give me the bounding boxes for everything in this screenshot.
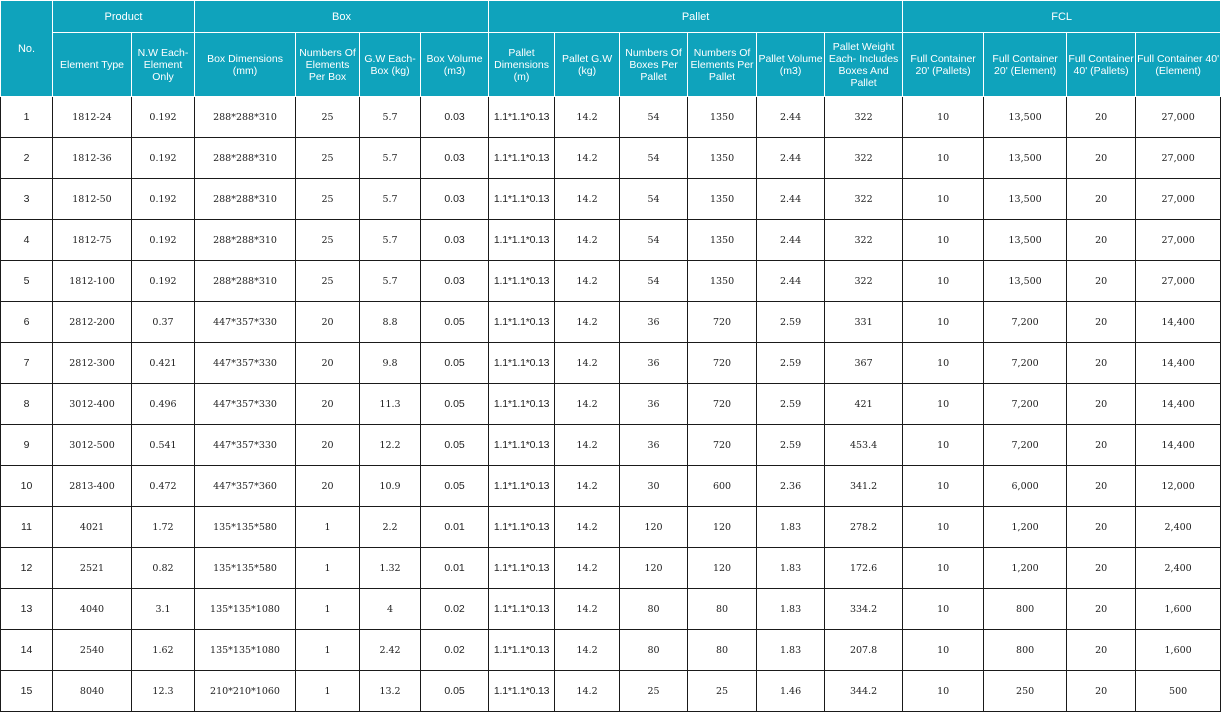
cell-elements-per-pallet: 80 <box>688 630 757 671</box>
cell-boxes-per-pallet: 54 <box>620 97 688 138</box>
table-row <box>1 179 1221 220</box>
cell-fc20-pallets: 10 <box>903 466 984 507</box>
cell-fc40-pallets: 20 <box>1067 548 1136 589</box>
cell-elements-per-box: 25 <box>296 97 360 138</box>
header-element-type: Element Type <box>53 33 132 97</box>
header-boxes-per-pallet: Numbers Of Boxes Per Pallet <box>620 33 688 97</box>
cell-boxes-per-pallet: 36 <box>620 425 688 466</box>
cell-fc20-elements: 13,500 <box>984 179 1067 220</box>
cell-boxes-per-pallet: 80 <box>620 630 688 671</box>
cell-no: 6 <box>1 302 53 343</box>
cell-fc20-pallets: 10 <box>903 589 984 630</box>
cell-box-dimensions: 447*357*360 <box>195 466 296 507</box>
cell-pallet-gw: 14.2 <box>555 261 620 302</box>
cell-fc40-elements: 2,400 <box>1136 507 1221 548</box>
cell-elements-per-box: 20 <box>296 343 360 384</box>
cell-fc40-pallets: 20 <box>1067 343 1136 384</box>
cell-nw: 0.192 <box>132 138 195 179</box>
cell-element-type: 1812-36 <box>53 138 132 179</box>
cell-pallet-weight: 334.2 <box>825 589 903 630</box>
cell-nw: 1.62 <box>132 630 195 671</box>
cell-fc20-pallets: 10 <box>903 548 984 589</box>
cell-fc40-pallets: 20 <box>1067 466 1136 507</box>
cell-boxes-per-pallet: 54 <box>620 179 688 220</box>
cell-box-volume: 0.01 <box>421 507 489 548</box>
cell-fc40-elements: 14,400 <box>1136 302 1221 343</box>
cell-fc20-elements: 1,200 <box>984 507 1067 548</box>
cell-boxes-per-pallet: 36 <box>620 343 688 384</box>
cell-elements-per-pallet: 720 <box>688 302 757 343</box>
cell-gw-box: 12.2 <box>360 425 421 466</box>
cell-boxes-per-pallet: 120 <box>620 548 688 589</box>
cell-box-volume: 0.02 <box>421 589 489 630</box>
cell-box-dimensions: 288*288*310 <box>195 97 296 138</box>
cell-box-dimensions: 135*135*1080 <box>195 630 296 671</box>
cell-box-dimensions: 135*135*580 <box>195 548 296 589</box>
cell-nw: 0.192 <box>132 97 195 138</box>
cell-nw: 3.1 <box>132 589 195 630</box>
cell-no: 4 <box>1 220 53 261</box>
cell-fc40-pallets: 20 <box>1067 384 1136 425</box>
cell-no: 11 <box>1 507 53 548</box>
header-fc40-elements: Full Container 40' (Element) <box>1136 33 1221 97</box>
cell-pallet-volume: 1.83 <box>757 589 825 630</box>
cell-element-type: 4021 <box>53 507 132 548</box>
cell-fc20-pallets: 10 <box>903 671 984 712</box>
cell-fc20-pallets: 10 <box>903 425 984 466</box>
cell-no: 12 <box>1 548 53 589</box>
cell-box-volume: 0.03 <box>421 179 489 220</box>
table-row <box>1 138 1221 179</box>
cell-fc20-pallets: 10 <box>903 384 984 425</box>
cell-element-type: 2813-400 <box>53 466 132 507</box>
cell-element-type: 2521 <box>53 548 132 589</box>
cell-no: 14 <box>1 630 53 671</box>
cell-fc40-elements: 14,400 <box>1136 343 1221 384</box>
cell-fc20-elements: 800 <box>984 589 1067 630</box>
cell-no: 2 <box>1 138 53 179</box>
cell-pallet-volume: 2.44 <box>757 138 825 179</box>
cell-no: 3 <box>1 179 53 220</box>
cell-elements-per-pallet: 1350 <box>688 220 757 261</box>
cell-nw: 0.472 <box>132 466 195 507</box>
cell-elements-per-box: 20 <box>296 384 360 425</box>
header-nw: N.W Each- Element Only <box>132 33 195 97</box>
cell-elements-per-box: 25 <box>296 179 360 220</box>
cell-gw-box: 5.7 <box>360 97 421 138</box>
cell-nw: 0.192 <box>132 261 195 302</box>
cell-fc20-pallets: 10 <box>903 343 984 384</box>
cell-box-dimensions: 210*210*1060 <box>195 671 296 712</box>
cell-gw-box: 5.7 <box>360 179 421 220</box>
cell-fc40-pallets: 20 <box>1067 507 1136 548</box>
cell-element-type: 1812-100 <box>53 261 132 302</box>
cell-fc20-pallets: 10 <box>903 220 984 261</box>
cell-nw: 0.37 <box>132 302 195 343</box>
cell-boxes-per-pallet: 36 <box>620 302 688 343</box>
cell-gw-box: 2.2 <box>360 507 421 548</box>
header-pallet-volume: Pallet Volume (m3) <box>757 33 825 97</box>
cell-pallet-gw: 14.2 <box>555 220 620 261</box>
cell-fc40-pallets: 20 <box>1067 138 1136 179</box>
cell-box-volume: 0.05 <box>421 343 489 384</box>
cell-pallet-volume: 2.59 <box>757 425 825 466</box>
cell-pallet-gw: 14.2 <box>555 384 620 425</box>
cell-fc20-elements: 13,500 <box>984 261 1067 302</box>
cell-pallet-dimensions: 1.1*1.1*0.13 <box>489 548 555 589</box>
cell-pallet-volume: 2.59 <box>757 302 825 343</box>
cell-fc40-elements: 12,000 <box>1136 466 1221 507</box>
cell-fc20-elements: 7,200 <box>984 302 1067 343</box>
cell-pallet-weight: 322 <box>825 261 903 302</box>
header-fc40-pallets: Full Container 40' (Pallets) <box>1067 33 1136 97</box>
cell-box-dimensions: 447*357*330 <box>195 302 296 343</box>
header-pallet-dimensions: Pallet Dimensions (m) <box>489 33 555 97</box>
cell-fc40-elements: 2,400 <box>1136 548 1221 589</box>
cell-pallet-volume: 2.44 <box>757 261 825 302</box>
cell-elements-per-pallet: 1350 <box>688 97 757 138</box>
cell-pallet-gw: 14.2 <box>555 179 620 220</box>
cell-pallet-dimensions: 1.1*1.1*0.13 <box>489 220 555 261</box>
cell-pallet-gw: 14.2 <box>555 671 620 712</box>
cell-boxes-per-pallet: 54 <box>620 261 688 302</box>
cell-gw-box: 11.3 <box>360 384 421 425</box>
cell-fc40-pallets: 20 <box>1067 261 1136 302</box>
cell-box-volume: 0.03 <box>421 261 489 302</box>
table-row <box>1 630 1221 671</box>
header-elements-per-pallet: Numbers Of Elements Per Pallet <box>688 33 757 97</box>
table-row <box>1 97 1221 138</box>
cell-gw-box: 9.8 <box>360 343 421 384</box>
cell-fc40-elements: 27,000 <box>1136 220 1221 261</box>
cell-pallet-dimensions: 1.1*1.1*0.13 <box>489 507 555 548</box>
cell-fc40-pallets: 20 <box>1067 97 1136 138</box>
cell-boxes-per-pallet: 30 <box>620 466 688 507</box>
cell-no: 1 <box>1 97 53 138</box>
cell-boxes-per-pallet: 54 <box>620 138 688 179</box>
table-row <box>1 302 1221 343</box>
header-pallet-gw: Pallet G.W (kg) <box>555 33 620 97</box>
cell-pallet-dimensions: 1.1*1.1*0.13 <box>489 671 555 712</box>
table-row <box>1 548 1221 589</box>
cell-pallet-gw: 14.2 <box>555 589 620 630</box>
cell-gw-box: 5.7 <box>360 261 421 302</box>
header-elements-per-box: Numbers Of Elements Per Box <box>296 33 360 97</box>
cell-pallet-dimensions: 1.1*1.1*0.13 <box>489 179 555 220</box>
cell-pallet-dimensions: 1.1*1.1*0.13 <box>489 384 555 425</box>
cell-elements-per-box: 25 <box>296 138 360 179</box>
cell-gw-box: 8.8 <box>360 302 421 343</box>
cell-fc40-pallets: 20 <box>1067 425 1136 466</box>
cell-nw: 1.72 <box>132 507 195 548</box>
cell-pallet-gw: 14.2 <box>555 343 620 384</box>
cell-box-volume: 0.03 <box>421 97 489 138</box>
cell-pallet-dimensions: 1.1*1.1*0.13 <box>489 589 555 630</box>
cell-no: 13 <box>1 589 53 630</box>
cell-fc20-pallets: 10 <box>903 507 984 548</box>
cell-elements-per-box: 1 <box>296 671 360 712</box>
cell-fc40-elements: 1,600 <box>1136 589 1221 630</box>
cell-pallet-volume: 2.59 <box>757 343 825 384</box>
cell-no: 7 <box>1 343 53 384</box>
table-row <box>1 671 1221 712</box>
cell-fc20-elements: 13,500 <box>984 138 1067 179</box>
cell-fc20-elements: 800 <box>984 630 1067 671</box>
header-gw-box: G.W Each- Box (kg) <box>360 33 421 97</box>
cell-no: 9 <box>1 425 53 466</box>
table-row <box>1 261 1221 302</box>
cell-fc20-pallets: 10 <box>903 630 984 671</box>
cell-fc40-elements: 27,000 <box>1136 179 1221 220</box>
cell-pallet-weight: 453.4 <box>825 425 903 466</box>
cell-boxes-per-pallet: 80 <box>620 589 688 630</box>
cell-elements-per-pallet: 1350 <box>688 261 757 302</box>
cell-gw-box: 5.7 <box>360 138 421 179</box>
cell-elements-per-pallet: 600 <box>688 466 757 507</box>
cell-nw: 0.541 <box>132 425 195 466</box>
cell-fc20-elements: 7,200 <box>984 384 1067 425</box>
cell-fc20-elements: 13,500 <box>984 220 1067 261</box>
cell-elements-per-pallet: 720 <box>688 343 757 384</box>
cell-no: 8 <box>1 384 53 425</box>
cell-elements-per-pallet: 120 <box>688 548 757 589</box>
cell-elements-per-box: 25 <box>296 220 360 261</box>
cell-fc40-pallets: 20 <box>1067 589 1136 630</box>
cell-box-volume: 0.05 <box>421 425 489 466</box>
cell-elements-per-box: 20 <box>296 302 360 343</box>
cell-nw: 0.82 <box>132 548 195 589</box>
cell-elements-per-box: 25 <box>296 261 360 302</box>
cell-fc20-elements: 7,200 <box>984 425 1067 466</box>
cell-pallet-volume: 1.83 <box>757 630 825 671</box>
cell-element-type: 1812-24 <box>53 97 132 138</box>
cell-fc40-elements: 1,600 <box>1136 630 1221 671</box>
cell-pallet-dimensions: 1.1*1.1*0.13 <box>489 630 555 671</box>
cell-box-volume: 0.05 <box>421 671 489 712</box>
group-header-row <box>1 1 1221 33</box>
table-row <box>1 220 1221 261</box>
cell-no: 10 <box>1 466 53 507</box>
cell-element-type: 2540 <box>53 630 132 671</box>
cell-element-type: 1812-75 <box>53 220 132 261</box>
cell-fc40-elements: 14,400 <box>1136 425 1221 466</box>
cell-pallet-weight: 322 <box>825 97 903 138</box>
cell-fc20-elements: 13,500 <box>984 97 1067 138</box>
cell-element-type: 1812-50 <box>53 179 132 220</box>
table-row <box>1 425 1221 466</box>
cell-element-type: 2812-200 <box>53 302 132 343</box>
cell-pallet-volume: 2.44 <box>757 220 825 261</box>
cell-elements-per-pallet: 720 <box>688 425 757 466</box>
cell-element-type: 3012-500 <box>53 425 132 466</box>
cell-box-dimensions: 447*357*330 <box>195 343 296 384</box>
cell-pallet-weight: 207.8 <box>825 630 903 671</box>
cell-fc40-pallets: 20 <box>1067 671 1136 712</box>
cell-boxes-per-pallet: 25 <box>620 671 688 712</box>
table-row <box>1 466 1221 507</box>
header-group-pallet: Pallet <box>489 1 903 33</box>
cell-nw: 12.3 <box>132 671 195 712</box>
cell-box-dimensions: 288*288*310 <box>195 179 296 220</box>
cell-box-volume: 0.05 <box>421 384 489 425</box>
cell-pallet-volume: 2.59 <box>757 384 825 425</box>
cell-pallet-gw: 14.2 <box>555 425 620 466</box>
cell-element-type: 3012-400 <box>53 384 132 425</box>
cell-box-dimensions: 288*288*310 <box>195 220 296 261</box>
cell-fc40-pallets: 20 <box>1067 220 1136 261</box>
cell-pallet-dimensions: 1.1*1.1*0.13 <box>489 425 555 466</box>
cell-nw: 0.421 <box>132 343 195 384</box>
cell-fc40-pallets: 20 <box>1067 179 1136 220</box>
cell-pallet-volume: 1.83 <box>757 507 825 548</box>
table-header <box>1 1 1221 97</box>
cell-pallet-gw: 14.2 <box>555 138 620 179</box>
cell-elements-per-box: 1 <box>296 589 360 630</box>
cell-pallet-weight: 322 <box>825 179 903 220</box>
cell-box-dimensions: 288*288*310 <box>195 138 296 179</box>
cell-pallet-dimensions: 1.1*1.1*0.13 <box>489 97 555 138</box>
cell-pallet-weight: 344.2 <box>825 671 903 712</box>
cell-pallet-weight: 172.6 <box>825 548 903 589</box>
cell-gw-box: 2.42 <box>360 630 421 671</box>
cell-fc40-elements: 27,000 <box>1136 97 1221 138</box>
cell-element-type: 4040 <box>53 589 132 630</box>
cell-box-volume: 0.05 <box>421 466 489 507</box>
table-row <box>1 589 1221 630</box>
cell-elements-per-pallet: 1350 <box>688 138 757 179</box>
cell-gw-box: 13.2 <box>360 671 421 712</box>
cell-box-volume: 0.01 <box>421 548 489 589</box>
header-fc20-pallets: Full Container 20' (Pallets) <box>903 33 984 97</box>
cell-elements-per-pallet: 80 <box>688 589 757 630</box>
header-box-dimensions: Box Dimensions (mm) <box>195 33 296 97</box>
cell-elements-per-pallet: 1350 <box>688 179 757 220</box>
cell-fc20-elements: 250 <box>984 671 1067 712</box>
header-group-box: Box <box>195 1 489 33</box>
cell-pallet-dimensions: 1.1*1.1*0.13 <box>489 343 555 384</box>
cell-boxes-per-pallet: 36 <box>620 384 688 425</box>
cell-pallet-gw: 14.2 <box>555 630 620 671</box>
cell-elements-per-box: 1 <box>296 507 360 548</box>
cell-fc20-pallets: 10 <box>903 97 984 138</box>
cell-elements-per-pallet: 120 <box>688 507 757 548</box>
cell-fc20-pallets: 10 <box>903 179 984 220</box>
cell-gw-box: 5.7 <box>360 220 421 261</box>
cell-box-volume: 0.02 <box>421 630 489 671</box>
header-pallet-weight: Pallet Weight Each- Includes Boxes And Pallet <box>825 33 903 97</box>
cell-gw-box: 4 <box>360 589 421 630</box>
cell-pallet-dimensions: 1.1*1.1*0.13 <box>489 261 555 302</box>
cell-fc20-pallets: 10 <box>903 261 984 302</box>
table-row <box>1 384 1221 425</box>
cell-elements-per-pallet: 720 <box>688 384 757 425</box>
cell-box-dimensions: 288*288*310 <box>195 261 296 302</box>
table-body <box>1 97 1221 712</box>
cell-pallet-volume: 2.36 <box>757 466 825 507</box>
header-box-volume: Box Volume (m3) <box>421 33 489 97</box>
cell-box-dimensions: 135*135*1080 <box>195 589 296 630</box>
cell-pallet-gw: 14.2 <box>555 302 620 343</box>
cell-nw: 0.192 <box>132 179 195 220</box>
cell-pallet-weight: 322 <box>825 220 903 261</box>
cell-fc40-elements: 27,000 <box>1136 261 1221 302</box>
cell-fc20-elements: 6,000 <box>984 466 1067 507</box>
cell-pallet-weight: 421 <box>825 384 903 425</box>
table-row <box>1 343 1221 384</box>
header-group-fcl: FCL <box>903 1 1221 33</box>
cell-box-dimensions: 447*357*330 <box>195 425 296 466</box>
cell-pallet-dimensions: 1.1*1.1*0.13 <box>489 466 555 507</box>
cell-nw: 0.192 <box>132 220 195 261</box>
cell-fc20-pallets: 10 <box>903 138 984 179</box>
cell-pallet-gw: 14.2 <box>555 466 620 507</box>
cell-pallet-weight: 367 <box>825 343 903 384</box>
cell-pallet-weight: 322 <box>825 138 903 179</box>
cell-box-volume: 0.05 <box>421 302 489 343</box>
cell-elements-per-pallet: 25 <box>688 671 757 712</box>
header-fc20-elements: Full Container 20' (Element) <box>984 33 1067 97</box>
cell-box-dimensions: 447*357*330 <box>195 384 296 425</box>
cell-nw: 0.496 <box>132 384 195 425</box>
table-row <box>1 507 1221 548</box>
cell-fc40-elements: 27,000 <box>1136 138 1221 179</box>
cell-no: 15 <box>1 671 53 712</box>
cell-fc40-elements: 500 <box>1136 671 1221 712</box>
cell-pallet-dimensions: 1.1*1.1*0.13 <box>489 302 555 343</box>
cell-element-type: 2812-300 <box>53 343 132 384</box>
cell-fc40-pallets: 20 <box>1067 630 1136 671</box>
cell-elements-per-box: 20 <box>296 425 360 466</box>
cell-gw-box: 1.32 <box>360 548 421 589</box>
cell-element-type: 8040 <box>53 671 132 712</box>
cell-boxes-per-pallet: 120 <box>620 507 688 548</box>
cell-pallet-weight: 341.2 <box>825 466 903 507</box>
cell-fc20-pallets: 10 <box>903 302 984 343</box>
header-no: No. <box>1 1 53 97</box>
header-group-product: Product <box>53 1 195 33</box>
cell-pallet-dimensions: 1.1*1.1*0.13 <box>489 138 555 179</box>
cell-box-dimensions: 135*135*580 <box>195 507 296 548</box>
cell-gw-box: 10.9 <box>360 466 421 507</box>
cell-pallet-volume: 2.44 <box>757 179 825 220</box>
cell-no: 5 <box>1 261 53 302</box>
cell-pallet-gw: 14.2 <box>555 97 620 138</box>
cell-pallet-volume: 1.46 <box>757 671 825 712</box>
cell-pallet-volume: 2.44 <box>757 97 825 138</box>
cell-box-volume: 0.03 <box>421 220 489 261</box>
cell-fc40-pallets: 20 <box>1067 302 1136 343</box>
cell-pallet-weight: 278.2 <box>825 507 903 548</box>
cell-pallet-weight: 331 <box>825 302 903 343</box>
cell-boxes-per-pallet: 54 <box>620 220 688 261</box>
cell-pallet-gw: 14.2 <box>555 548 620 589</box>
cell-pallet-volume: 1.83 <box>757 548 825 589</box>
cell-pallet-gw: 14.2 <box>555 507 620 548</box>
cell-fc40-elements: 14,400 <box>1136 384 1221 425</box>
cell-fc20-elements: 7,200 <box>984 343 1067 384</box>
cell-elements-per-box: 1 <box>296 548 360 589</box>
cell-elements-per-box: 20 <box>296 466 360 507</box>
cell-fc20-elements: 1,200 <box>984 548 1067 589</box>
column-header-row <box>1 33 1221 97</box>
cell-elements-per-box: 1 <box>296 630 360 671</box>
cell-box-volume: 0.03 <box>421 138 489 179</box>
